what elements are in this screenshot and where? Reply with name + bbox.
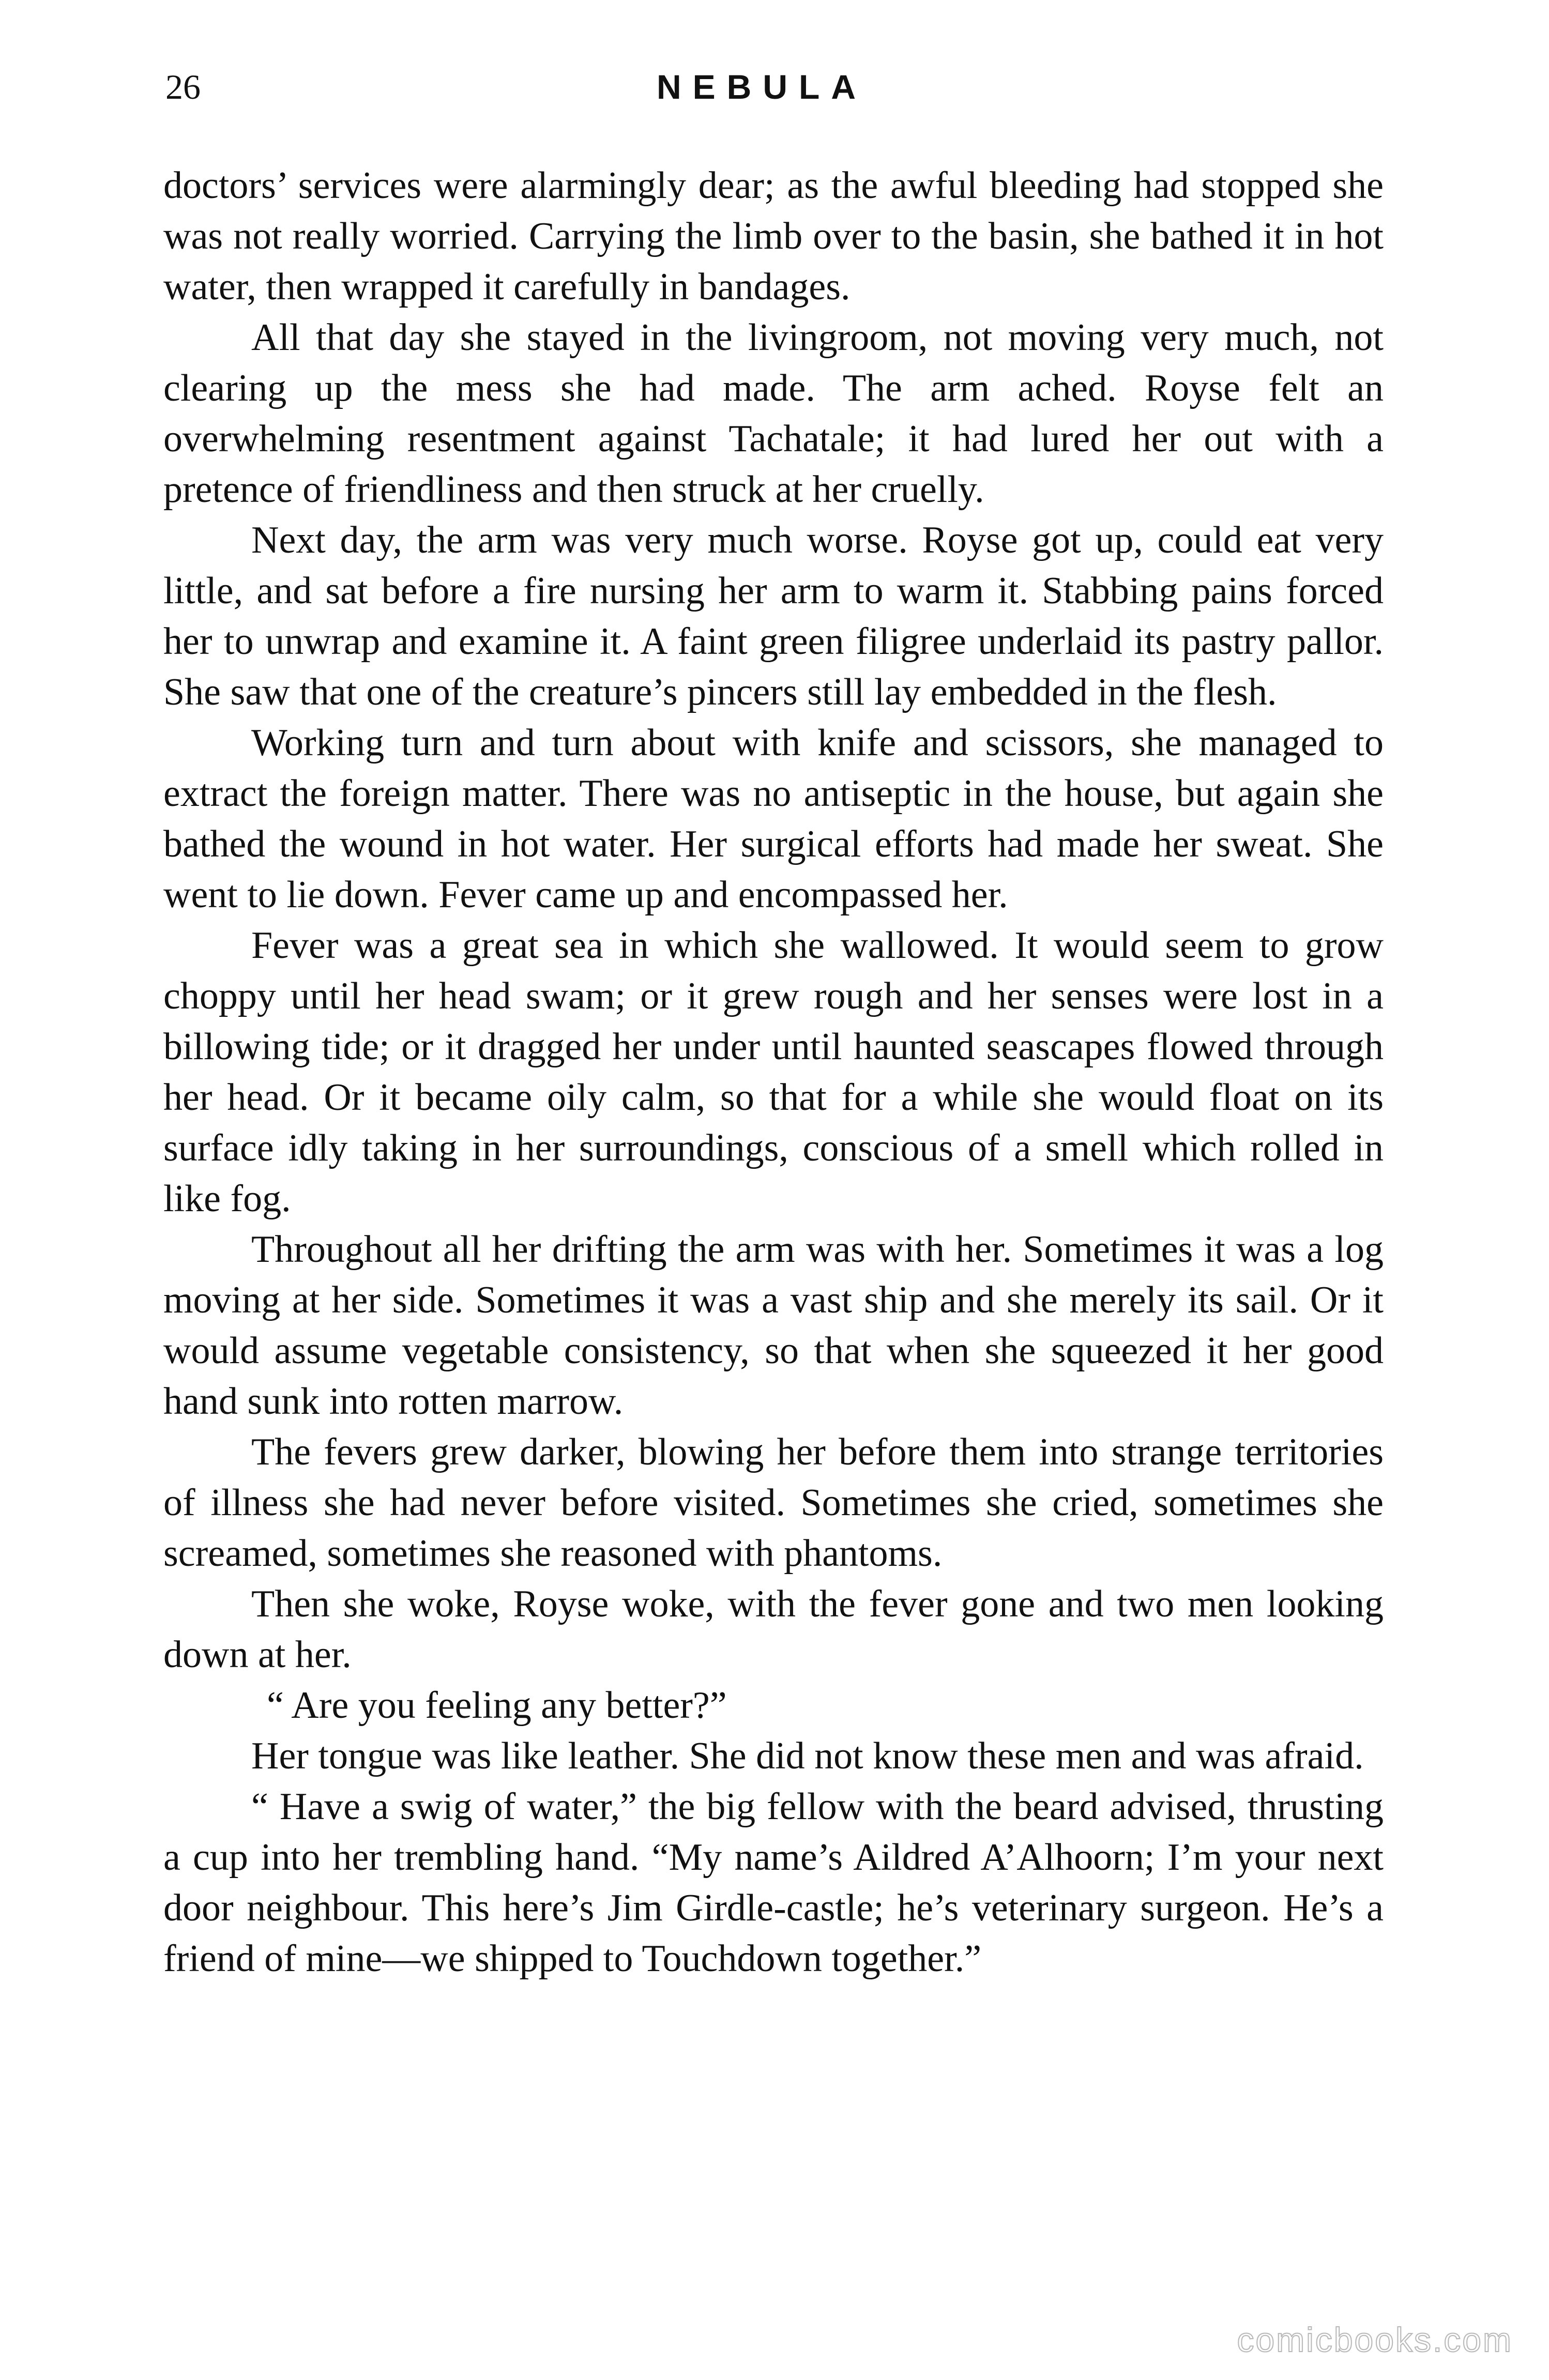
page-number: 26 [165, 67, 201, 106]
paragraph: “ Have a swig of water,” the big fellow with the beard advised, thrusting a cup into her trembling hand. “My name’s Aildred A’Alhoorn; I’m your next door neighbour. This here’s Jim Girdle-castle; he’s veterinary surgeon. He’s a friend of mine—we shipped to Touchdown together.” [163, 1786, 1384, 1980]
paragraph: Then she woke, Royse woke, with the fever gone and two men looking down at her. [163, 1583, 1384, 1676]
paragraph: Throughout all her drifting the arm was with her. Sometimes it was a log moving at her side. Sometimes it was a vast ship and she merely its sail. Or it would assume vegetable consistency, so that when she squeezed it her good hand sunk into rotten marrow. [163, 1228, 1384, 1423]
dialogue-line: “ Are you feeling any better?” [267, 1684, 727, 1727]
paragraph: Fever was a great sea in which she wallowed. It would seem to grow choppy until her head swam; or it grew rough and her senses were lost in a billowing tide; or it dragged her under until haunted seascapes flowed through her head. Or it became oily calm, so that for a while she would float on its surface idly taking in her surroundings, conscious of a smell which rolled in like fog. [163, 924, 1384, 1220]
body-text [163, 160, 1384, 1984]
paragraph: All that day she stayed in the livingroom, not moving very much, not clearing up the mess she had made. The arm ached. Royse felt an overwhelming resentment against Tachatale; it had lured her out with a pretence of friendliness and then struck at her cruelly. [163, 316, 1384, 511]
paragraph: doctors’ services were alarmingly dear; as the awful bleeding had stopped she was not really worried. Carrying the limb over to the basin, she bathed it in hot water, then wrapped it carefully in bandages. [163, 164, 1384, 308]
paragraph: The fevers grew darker, blowing her before them into strange territories of illness she had never before visited. Sometimes she cried, sometimes she screamed, sometimes she reasoned with phantoms. [163, 1431, 1384, 1575]
watermark: comicbooks.com [1237, 2321, 1513, 2359]
paragraph: Working turn and turn about with knife and scissors, she managed to extract the foreign matter. There was no antiseptic in the house, but again she bathed the wound in hot water. Her surgical efforts had made her sweat. She went to lie down. Fever came up and encompassed her. [163, 722, 1384, 916]
paragraph: Her tongue was like leather. She did not know these men and was afraid. [251, 1735, 1364, 1777]
paragraph: Next day, the arm was very much worse. Royse got up, could eat very little, and sat before a fire nursing her arm to warm it. Stabbing pains forced her to unwrap and examine it. A faint green filigree underlaid its pastry pallor. She saw that one of the creature’s pincers still lay embedded in the flesh. [163, 519, 1384, 713]
running-head: NEBULA [657, 68, 867, 106]
